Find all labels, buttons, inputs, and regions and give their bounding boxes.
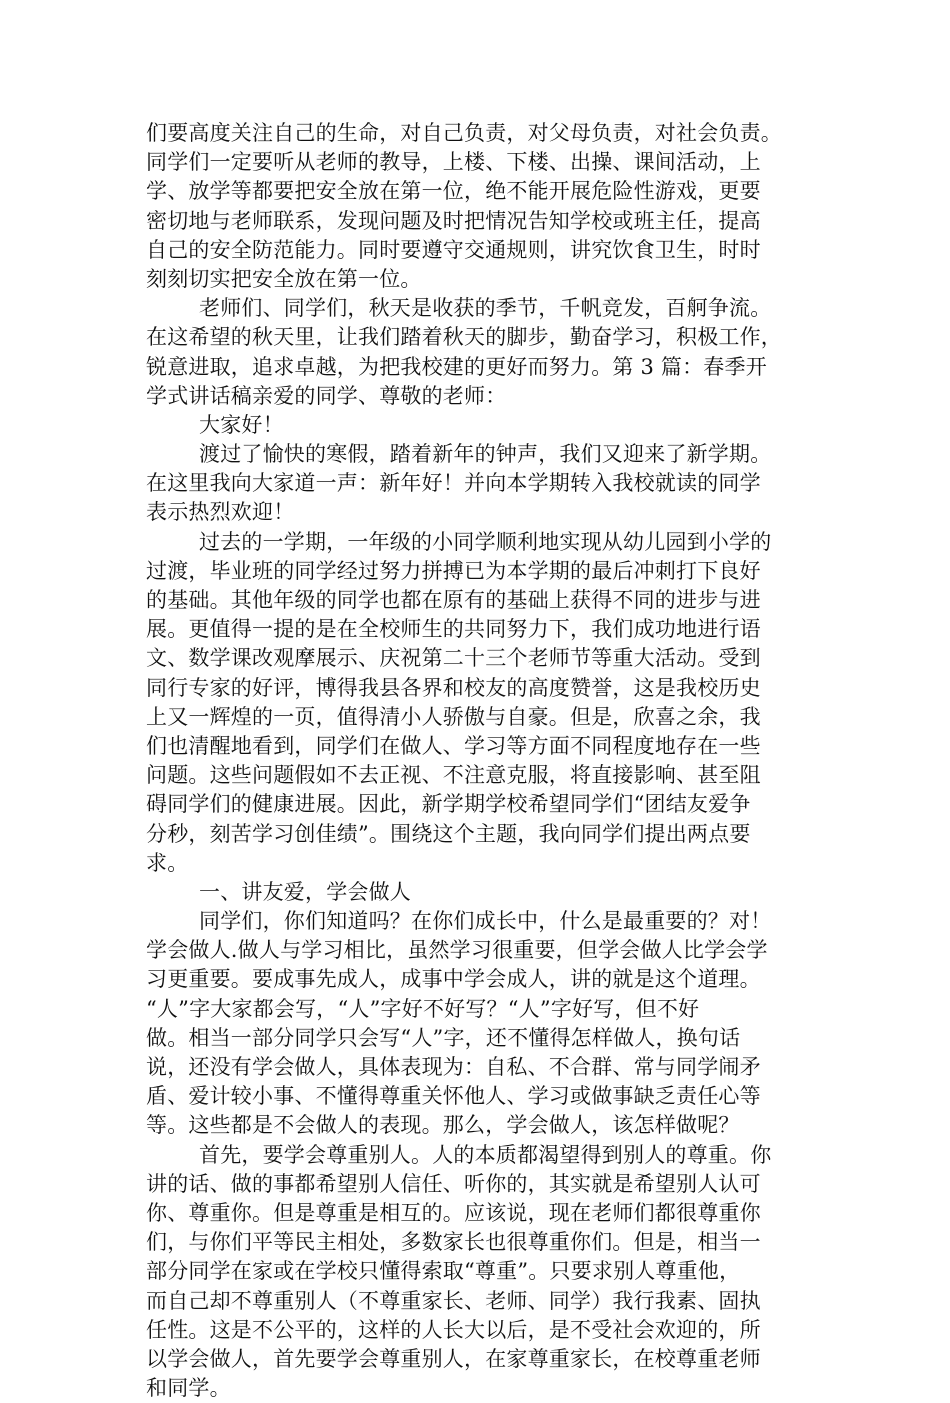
text-line: 一、讲友爱，学会做人 — [199, 879, 411, 904]
text-line: 展。更值得一提的是在全校师生的共同努力下，我们成功地进行语 — [146, 617, 761, 642]
text-line: 们也清醒地看到，同学们在做人、学习等方面不同程度地存在一些 — [146, 733, 761, 758]
text-line: 自己的安全防范能力。同时要遵守交通规则，讲究饮食卫生，时时 — [146, 237, 761, 262]
text-line: 们，与你们平等民主相处，多数家长也很尊重你们。但是，相当一 — [146, 1230, 761, 1255]
text-line: 任性。这是不公平的，这样的人长大以后，是不受社会欢迎的，所 — [146, 1317, 761, 1342]
text-line: 习更重要。要成事先成人，成事中学会成人，讲的就是这个道理。 — [146, 967, 761, 992]
text-line: 说，还没有学会做人，具体表现为：自私、不合群、常与同学闹矛 — [146, 1055, 761, 1079]
text-line: 的基础。其他年级的同学也都在原有的基础上获得不同的进步与进 — [146, 588, 761, 612]
text-line: 首先，要学会尊重别人。人的本质都渴望得到别人的尊重。你 — [199, 1142, 772, 1167]
text-line: 部分同学在家或在学校只懂得索取“尊重”。只要求别人尊重他， — [146, 1259, 741, 1284]
text-line: 锐意进取，追求卓越，为把我校建的更好而努力。第 3 篇：春季开 — [146, 354, 767, 379]
text-line: 密切地与老师联系，发现问题及时把情况告知学校或班主任，提高 — [146, 208, 761, 233]
text-line: 上又一辉煌的一页，值得清小人骄傲与自豪。但是，欣喜之余，我 — [146, 704, 761, 729]
text-line: 同行专家的好评，博得我县各界和校友的高度赞誉，这是我校历史 — [146, 675, 761, 700]
text-line: 讲的话、做的事都希望别人信任、听你的，其实就是希望别人认可 — [146, 1171, 761, 1196]
document-body — [146, 119, 836, 1403]
text-line: 学会做人.做人与学习相比，虽然学习很重要，但学会做人比学会学 — [146, 938, 768, 963]
text-line: 刻刻切实把安全放在第一位。 — [146, 266, 422, 291]
text-line: 学式讲话稿亲爱的同学、尊敬的老师： — [146, 383, 507, 408]
text-line: 分秒，刻苦学习创佳绩”。围绕这个主题，我向同学们提出两点要 — [146, 821, 751, 846]
text-line: 学、放学等都要把安全放在第一位，绝不能开展危险性游戏，更要 — [146, 179, 761, 204]
text-line: 同学们，你们知道吗？在你们成长中，什么是最重要的？对！ — [199, 909, 772, 934]
text-line: 大家好！ — [199, 412, 284, 437]
text-line: 问题。这些问题假如不去正视、不注意克服，将直接影响、甚至阻 — [146, 763, 761, 788]
text-line: 等。这些都是不会做人的表现。那么，学会做人，该怎样做呢？ — [146, 1113, 740, 1138]
text-line: 过渡，毕业班的同学经过努力拼搏已为本学期的最后冲刺打下良好 — [146, 558, 761, 583]
text-line: 而自己却不尊重别人（不尊重家长、老师、同学）我行我素、固执 — [146, 1288, 761, 1313]
text-line: 同学们一定要听从老师的教导，上楼、下楼、出操、课间活动，上 — [146, 150, 761, 175]
text-line: 在这希望的秋天里，让我们踏着秋天的脚步，勤奋学习，积极工作， — [146, 325, 782, 350]
text-line: 们要高度关注自己的生命，对自己负责，对父母负责，对社会负责。 — [146, 121, 782, 145]
text-line: 碍同学们的健康进展。因此，新学期学校希望同学们“团结友爱争 — [146, 792, 751, 817]
text-line: 过去的一学期，一年级的小同学顺利地实现从幼儿园到小学的 — [199, 529, 772, 554]
text-line: 盾、爱计较小事、不懂得尊重关怀他人、学习或做事缺乏责任心等 — [146, 1084, 761, 1109]
text-line: 渡过了愉快的寒假，踏着新年的钟声，我们又迎来了新学期。 — [199, 442, 772, 467]
text-line: 你、尊重你。但是尊重是相互的。应该说，现在老师们都很尊重你 — [146, 1200, 761, 1225]
text-line: 做。相当一部分同学只会写“人”字，还不懂得怎样做人，换句话 — [146, 1025, 741, 1050]
text-line: 文、数学课改观摩展示、庆祝第二十三个老师节等重大活动。受到 — [146, 646, 761, 671]
text-line: 以学会做人，首先要学会尊重别人，在家尊重家长，在校尊重老师 — [146, 1346, 761, 1371]
text-line: 老师们、同学们，秋天是收获的季节，千帆竞发，百舸争流。 — [199, 296, 772, 321]
text-line: 表示热烈欢迎！ — [146, 500, 295, 525]
text-line: 和同学。 — [146, 1376, 231, 1401]
text-line: 求。 — [146, 850, 189, 875]
text-line: 在这里我向大家道一声：新年好！并向本学期转入我校就读的同学 — [146, 471, 761, 496]
text-line: “人”字大家都会写，“人”字好不好写？“人”字好写，但不好 — [146, 996, 700, 1021]
